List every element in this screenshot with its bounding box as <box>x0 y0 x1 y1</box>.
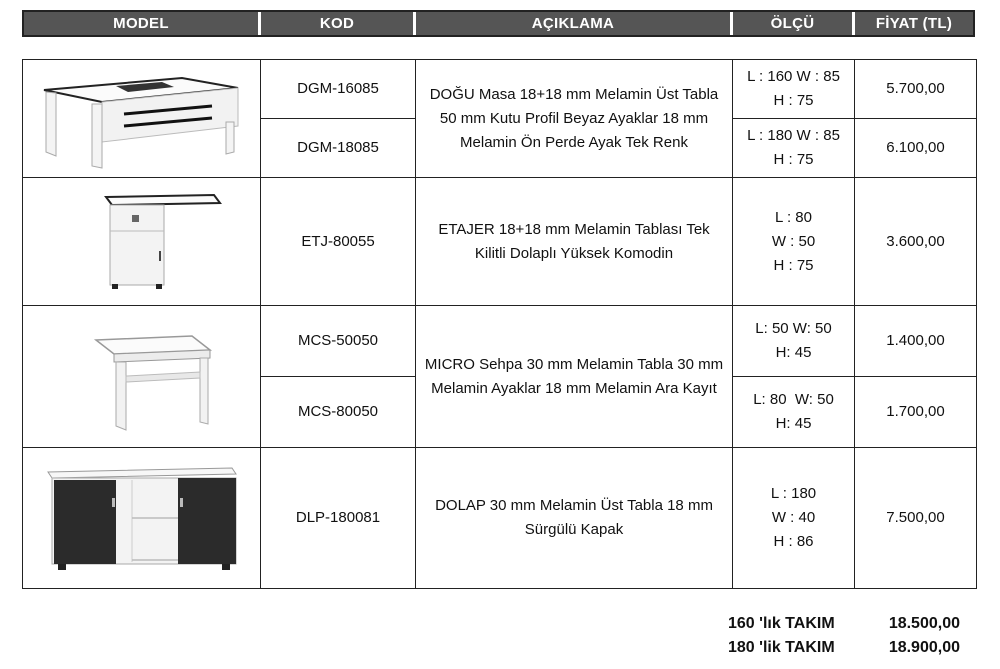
desk-image <box>23 60 261 178</box>
total-label: 180 'lik TAKIM <box>728 639 835 656</box>
header-aciklama: AÇIKLAMA <box>416 12 733 35</box>
product-code: MCS-80050 <box>261 377 416 448</box>
product-code: ETJ-80055 <box>261 178 416 306</box>
table-header <box>22 10 975 37</box>
product-price: 6.100,00 <box>855 119 977 178</box>
header-kod: KOD <box>261 12 416 35</box>
product-price: 3.600,00 <box>855 178 977 306</box>
price-list-table <box>22 59 977 589</box>
total-value: 18.900,00 <box>888 639 960 656</box>
size-line: H: 45 <box>775 344 812 361</box>
product-size <box>733 377 855 448</box>
product-description: ETAJER 18+18 mm Melamin Tablası Tek Kilitli Dolaplı Yüksek Komodin <box>416 178 733 306</box>
size-line: L: 80 W: 50 <box>753 391 834 408</box>
set-totals <box>728 612 960 660</box>
sideboard-image <box>23 448 261 589</box>
table-row <box>23 60 977 119</box>
header-olcu: ÖLÇÜ <box>733 12 855 35</box>
product-size <box>733 448 855 589</box>
total-label: 160 'lık TAKIM <box>728 615 835 632</box>
total-row <box>728 636 960 660</box>
product-size <box>733 60 855 119</box>
header-model: MODEL <box>24 12 261 35</box>
product-price: 5.700,00 <box>855 60 977 119</box>
product-size <box>733 119 855 178</box>
total-row <box>728 612 960 636</box>
product-code: MCS-50050 <box>261 306 416 377</box>
size-line: L : 160 W : 85 <box>747 68 840 85</box>
size-line: L: 50 W: 50 <box>755 320 832 337</box>
table-row <box>23 448 977 589</box>
product-size <box>733 178 855 306</box>
product-price: 1.400,00 <box>855 306 977 377</box>
size-line: L : 180 W : 85 <box>747 127 840 144</box>
size-line: H : 75 <box>773 256 814 274</box>
size-line: H : 75 <box>773 151 814 168</box>
size-line: W : 40 <box>771 509 816 526</box>
size-line: H: 45 <box>775 415 812 432</box>
product-description: DOĞU Masa 18+18 mm Melamin Üst Tabla 50 mm Kutu Profil Beyaz Ayaklar 18 mm Melamin Ön Perde Ayak Tek Renk <box>416 60 733 178</box>
coffee-table-image <box>23 306 261 448</box>
size-line: H : 75 <box>773 92 814 109</box>
table-row <box>23 306 977 377</box>
product-price: 1.700,00 <box>855 377 977 448</box>
product-price: 7.500,00 <box>855 448 977 589</box>
product-code: DLP-180081 <box>261 448 416 589</box>
size-line: L : 80 <box>775 208 812 226</box>
table-row <box>23 178 977 306</box>
size-line: H : 86 <box>773 533 814 550</box>
header-fiyat: FİYAT (TL) <box>875 15 953 32</box>
product-code: DGM-16085 <box>261 60 416 119</box>
total-value: 18.500,00 <box>888 615 960 632</box>
product-description: MICRO Sehpa 30 mm Melamin Tabla 30 mm Melamin Ayaklar 18 mm Melamin Ara Kayıt <box>416 306 733 448</box>
size-line: L : 180 <box>770 485 817 502</box>
cabinet-desk-image <box>23 178 261 306</box>
product-code: DGM-18085 <box>261 119 416 178</box>
product-size <box>733 306 855 377</box>
size-line: W : 50 <box>771 232 816 250</box>
product-description: DOLAP 30 mm Melamin Üst Tabla 18 mm Sürgülü Kapak <box>416 448 733 589</box>
